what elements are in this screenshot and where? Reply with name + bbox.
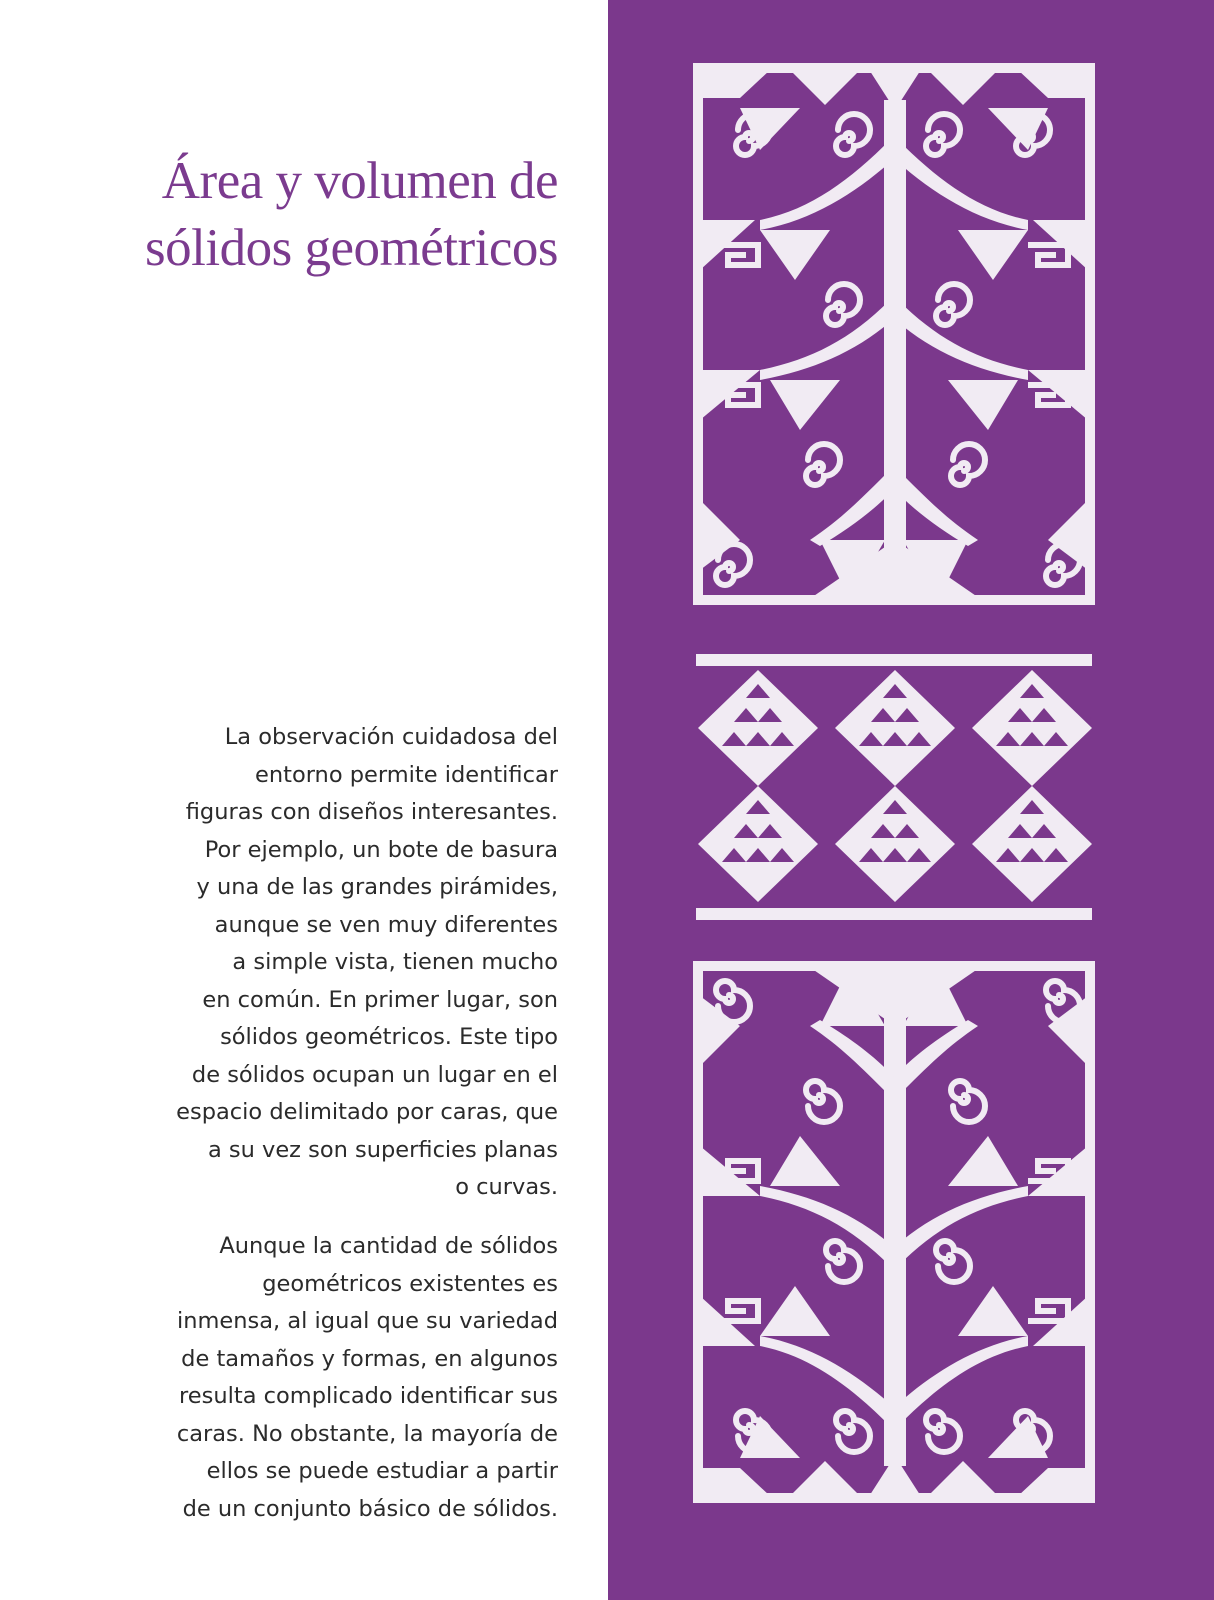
paragraph-line: o curvas.	[455, 1174, 558, 1200]
title-line-2: sólidos geométricos	[145, 219, 558, 277]
paragraph-line: aunque se ven muy diferentes	[214, 911, 558, 938]
decorative-panel	[608, 0, 1214, 1600]
paragraph-line: ellos se puede estudiar a partir	[206, 1458, 558, 1484]
paragraph-line: a simple vista, tienen mucho	[232, 949, 558, 975]
paragraph-line: resulta complicado identificar sus	[179, 1383, 558, 1409]
top-tree-motif	[698, 68, 1090, 600]
paragraph-line: de sólidos ocupan un lugar en el	[191, 1061, 558, 1088]
paragraph-line: Por ejemplo, un bote de basura	[204, 836, 558, 863]
second-paragraph	[98, 1228, 558, 1528]
paragraph-line: de un conjunto básico de sólidos.	[182, 1495, 558, 1522]
paragraph-line: espacio delimitado por caras, que	[176, 1099, 558, 1125]
paragraph-line: sólidos geométricos. Este tipo	[220, 1024, 558, 1050]
paragraph-line: en común. En primer lugar, son	[202, 986, 558, 1013]
bottom-tree-motif	[698, 966, 1090, 1498]
paragraph-line: La observación cuidadosa del	[224, 724, 558, 750]
paragraph-line: figuras con diseños interesantes.	[185, 799, 558, 825]
paragraph-line: y una de las grandes pirámides,	[196, 874, 558, 900]
title-line-1: Área y volumen de	[161, 152, 558, 210]
page-title	[38, 148, 558, 282]
paragraph-line: Aunque la cantidad de sólidos	[219, 1233, 558, 1259]
paragraph-line: de tamaños y formas, en algunos	[181, 1345, 558, 1372]
decorative-pattern-svg	[608, 0, 1214, 1600]
paragraph-line: a su vez son superficies planas	[207, 1136, 558, 1163]
paragraph-line: inmensa, al igual que su variedad	[177, 1308, 558, 1334]
paragraph-line: geométricos existentes es	[262, 1270, 558, 1297]
diamond-band	[696, 654, 1092, 920]
paragraph-line: entorno permite identificar	[255, 761, 558, 788]
paragraph-line: caras. No obstante, la mayoría de	[176, 1420, 558, 1447]
intro-paragraph	[98, 719, 558, 1207]
